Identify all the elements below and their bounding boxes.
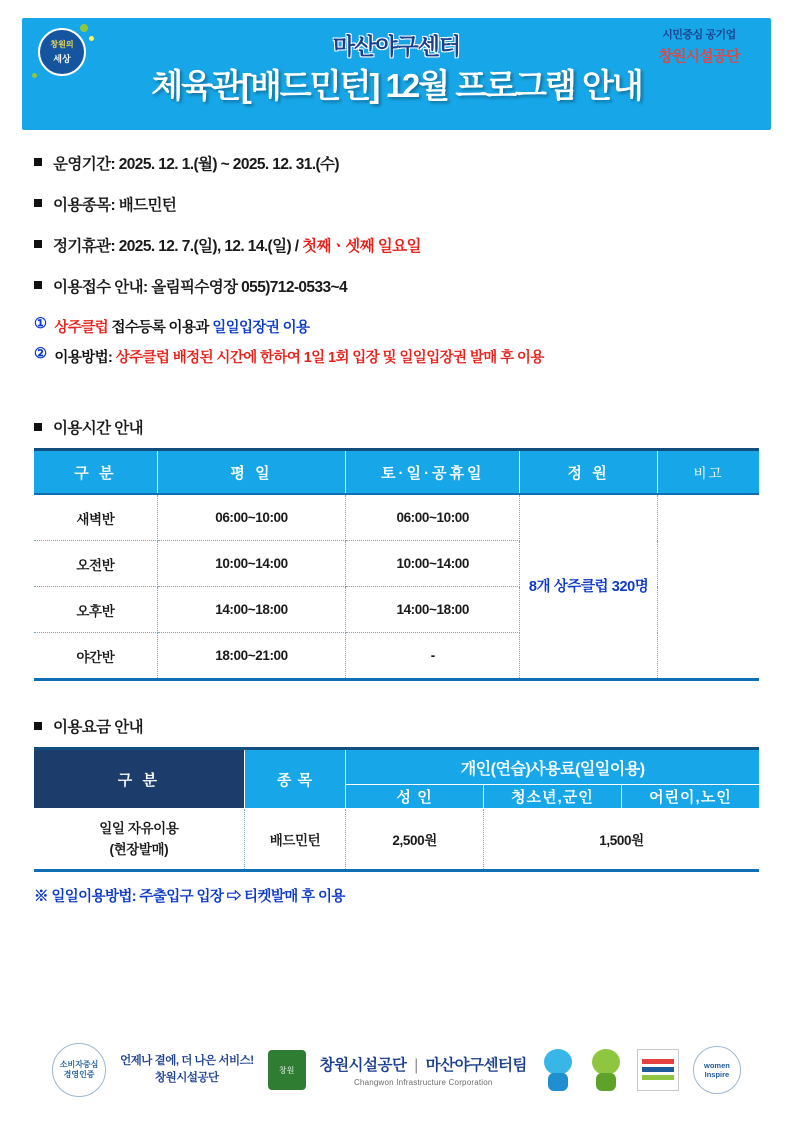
column-header-weekend: 토·일·공휴일: [346, 450, 520, 495]
info-value: 2025. 12. 1.(월) ~ 2025. 12. 31.(수): [115, 156, 339, 173]
table-row: [34, 809, 759, 871]
section-title: 이용시간 안내: [53, 420, 143, 437]
page-footer: [0, 1029, 793, 1111]
usage-fee-table: [34, 747, 759, 872]
mascot-green-icon: [589, 1049, 623, 1091]
cell-capacity: 8개 상주클럽 320명: [520, 494, 658, 680]
table-row: [34, 494, 759, 541]
info-highlight: 첫째ㆍ셋째 일요일: [302, 238, 421, 255]
usage-time-table: [34, 448, 759, 681]
info-list: [34, 152, 759, 297]
women-inspire-badge-icon: women Inspire: [693, 1046, 741, 1094]
fee-section-heading: [34, 715, 759, 737]
column-header-gubun: 구 분: [34, 749, 244, 809]
corporation-tagline: 시민중심 공기업: [662, 29, 736, 41]
footer-team-name: 마산야구센터팀: [425, 1057, 527, 1074]
note-keyword: 상주클럽: [54, 320, 109, 336]
cell-class-name: 오전반: [34, 541, 157, 587]
cell-weekday-time: 10:00~14:00: [157, 541, 346, 587]
info-value: 2025. 12. 7.(일), 12. 14.(일) /: [115, 238, 303, 255]
note-text: 접수등록 이용과: [108, 320, 213, 336]
info-value: 배드민턴: [115, 197, 177, 214]
footer-slogan: 언제나 곁에, 더 나은 서비스! 창원시설공단: [120, 1055, 254, 1084]
note-text: 상주클럽 배정된 시간에 한하여 1일 1회 입장 및 일일입장권 발매 후 이용: [115, 350, 544, 366]
column-header-weekday: 평 일: [157, 450, 346, 495]
corporation-name: 창원시설공단: [658, 48, 740, 65]
emblem-label-bottom: 세상: [53, 54, 71, 64]
column-header-gubun: 구 분: [34, 450, 157, 495]
cell-class-name: 오후반: [34, 587, 157, 633]
usage-notes: [34, 316, 759, 367]
center-name: 마산야구센터: [332, 33, 461, 59]
cell-class-name: 새벽반: [34, 494, 157, 541]
list-item: [34, 234, 759, 256]
column-header-jongmok: 종 목: [244, 749, 346, 809]
list-item: [34, 275, 759, 297]
cell-weekday-time: 06:00~10:00: [157, 494, 346, 541]
note-keyword-secondary: 일일입장권 이용: [212, 320, 310, 336]
table-header-row: [34, 749, 759, 785]
fee-note: ※ 일일이용방법: 주출입구 입장 ⇨ 티켓발매 후 이용: [34, 889, 345, 905]
cell-weekend-time: -: [346, 633, 520, 680]
square-bullet-icon: [34, 158, 42, 166]
cell-weekend-time: 06:00~10:00: [346, 494, 520, 541]
page-title: 체육관[배드민턴] 12월 프로그램 안내: [151, 67, 642, 104]
footer-corp-name-en: Changwon Infrastructure Corporation: [353, 1078, 493, 1087]
cell-sport: 배드민턴: [244, 809, 346, 871]
cell-weekend-time: 14:00~18:00: [346, 587, 520, 633]
column-header-youth: 청소년,군인: [484, 785, 622, 809]
footer-separator: |: [414, 1057, 418, 1074]
column-header-remark: 비고: [658, 450, 760, 495]
info-label: 이용접수 안내:: [53, 279, 148, 296]
emblem-label-top: 창원의: [50, 40, 74, 49]
square-bullet-icon: [34, 240, 42, 248]
list-item: [34, 346, 759, 367]
cell-remark: [658, 494, 760, 680]
square-bullet-icon: [34, 199, 42, 207]
time-section-heading: [34, 416, 759, 438]
square-bullet-icon: [34, 423, 42, 431]
item-number: ①: [34, 316, 47, 332]
mascot-blue-icon: [541, 1049, 575, 1091]
info-value: 올림픽수영장 055)712-0533~4: [147, 279, 347, 296]
square-bullet-icon: [34, 281, 42, 289]
footer-corp-name: 창원시설공단: [319, 1057, 407, 1074]
section-title: 이용요금 안내: [53, 719, 143, 736]
consumer-centered-badge-icon: 소비자중심 경영인증: [52, 1043, 106, 1097]
list-item: [34, 316, 759, 337]
list-item: [34, 152, 759, 174]
column-header-child: 어린이,노인: [621, 785, 759, 809]
cell-class-name: 야간반: [34, 633, 157, 680]
column-header-adult: 성 인: [346, 785, 484, 809]
list-item: [34, 193, 759, 215]
table-header-row: [34, 450, 759, 495]
info-label: 이용종목:: [53, 197, 116, 214]
info-label: 정기휴관:: [53, 238, 116, 255]
changwon-city-emblem-icon: 창원: [268, 1050, 306, 1090]
taegeuk-stripes-icon: [637, 1049, 679, 1091]
cell-fee-adult: 2,500원: [346, 809, 484, 871]
cell-weekday-time: 18:00~21:00: [157, 633, 346, 680]
item-number: ②: [34, 346, 47, 362]
cell-fee-youth-child: 1,500원: [599, 833, 644, 848]
column-header-group: 개인(연습)사용료(일일이용): [346, 749, 759, 785]
info-label: 운영기간:: [53, 156, 116, 173]
page-header: [22, 18, 771, 130]
note-label: 이용방법:: [54, 350, 116, 366]
cell-weekend-time: 10:00~14:00: [346, 541, 520, 587]
footer-corporation: [320, 1053, 527, 1087]
cell-usage-type: 일일 자유이용 (현장발매): [34, 809, 244, 871]
column-header-capacity: 정 원: [520, 450, 658, 495]
corporation-logo: [639, 26, 759, 66]
square-bullet-icon: [34, 722, 42, 730]
cell-weekday-time: 14:00~18:00: [157, 587, 346, 633]
